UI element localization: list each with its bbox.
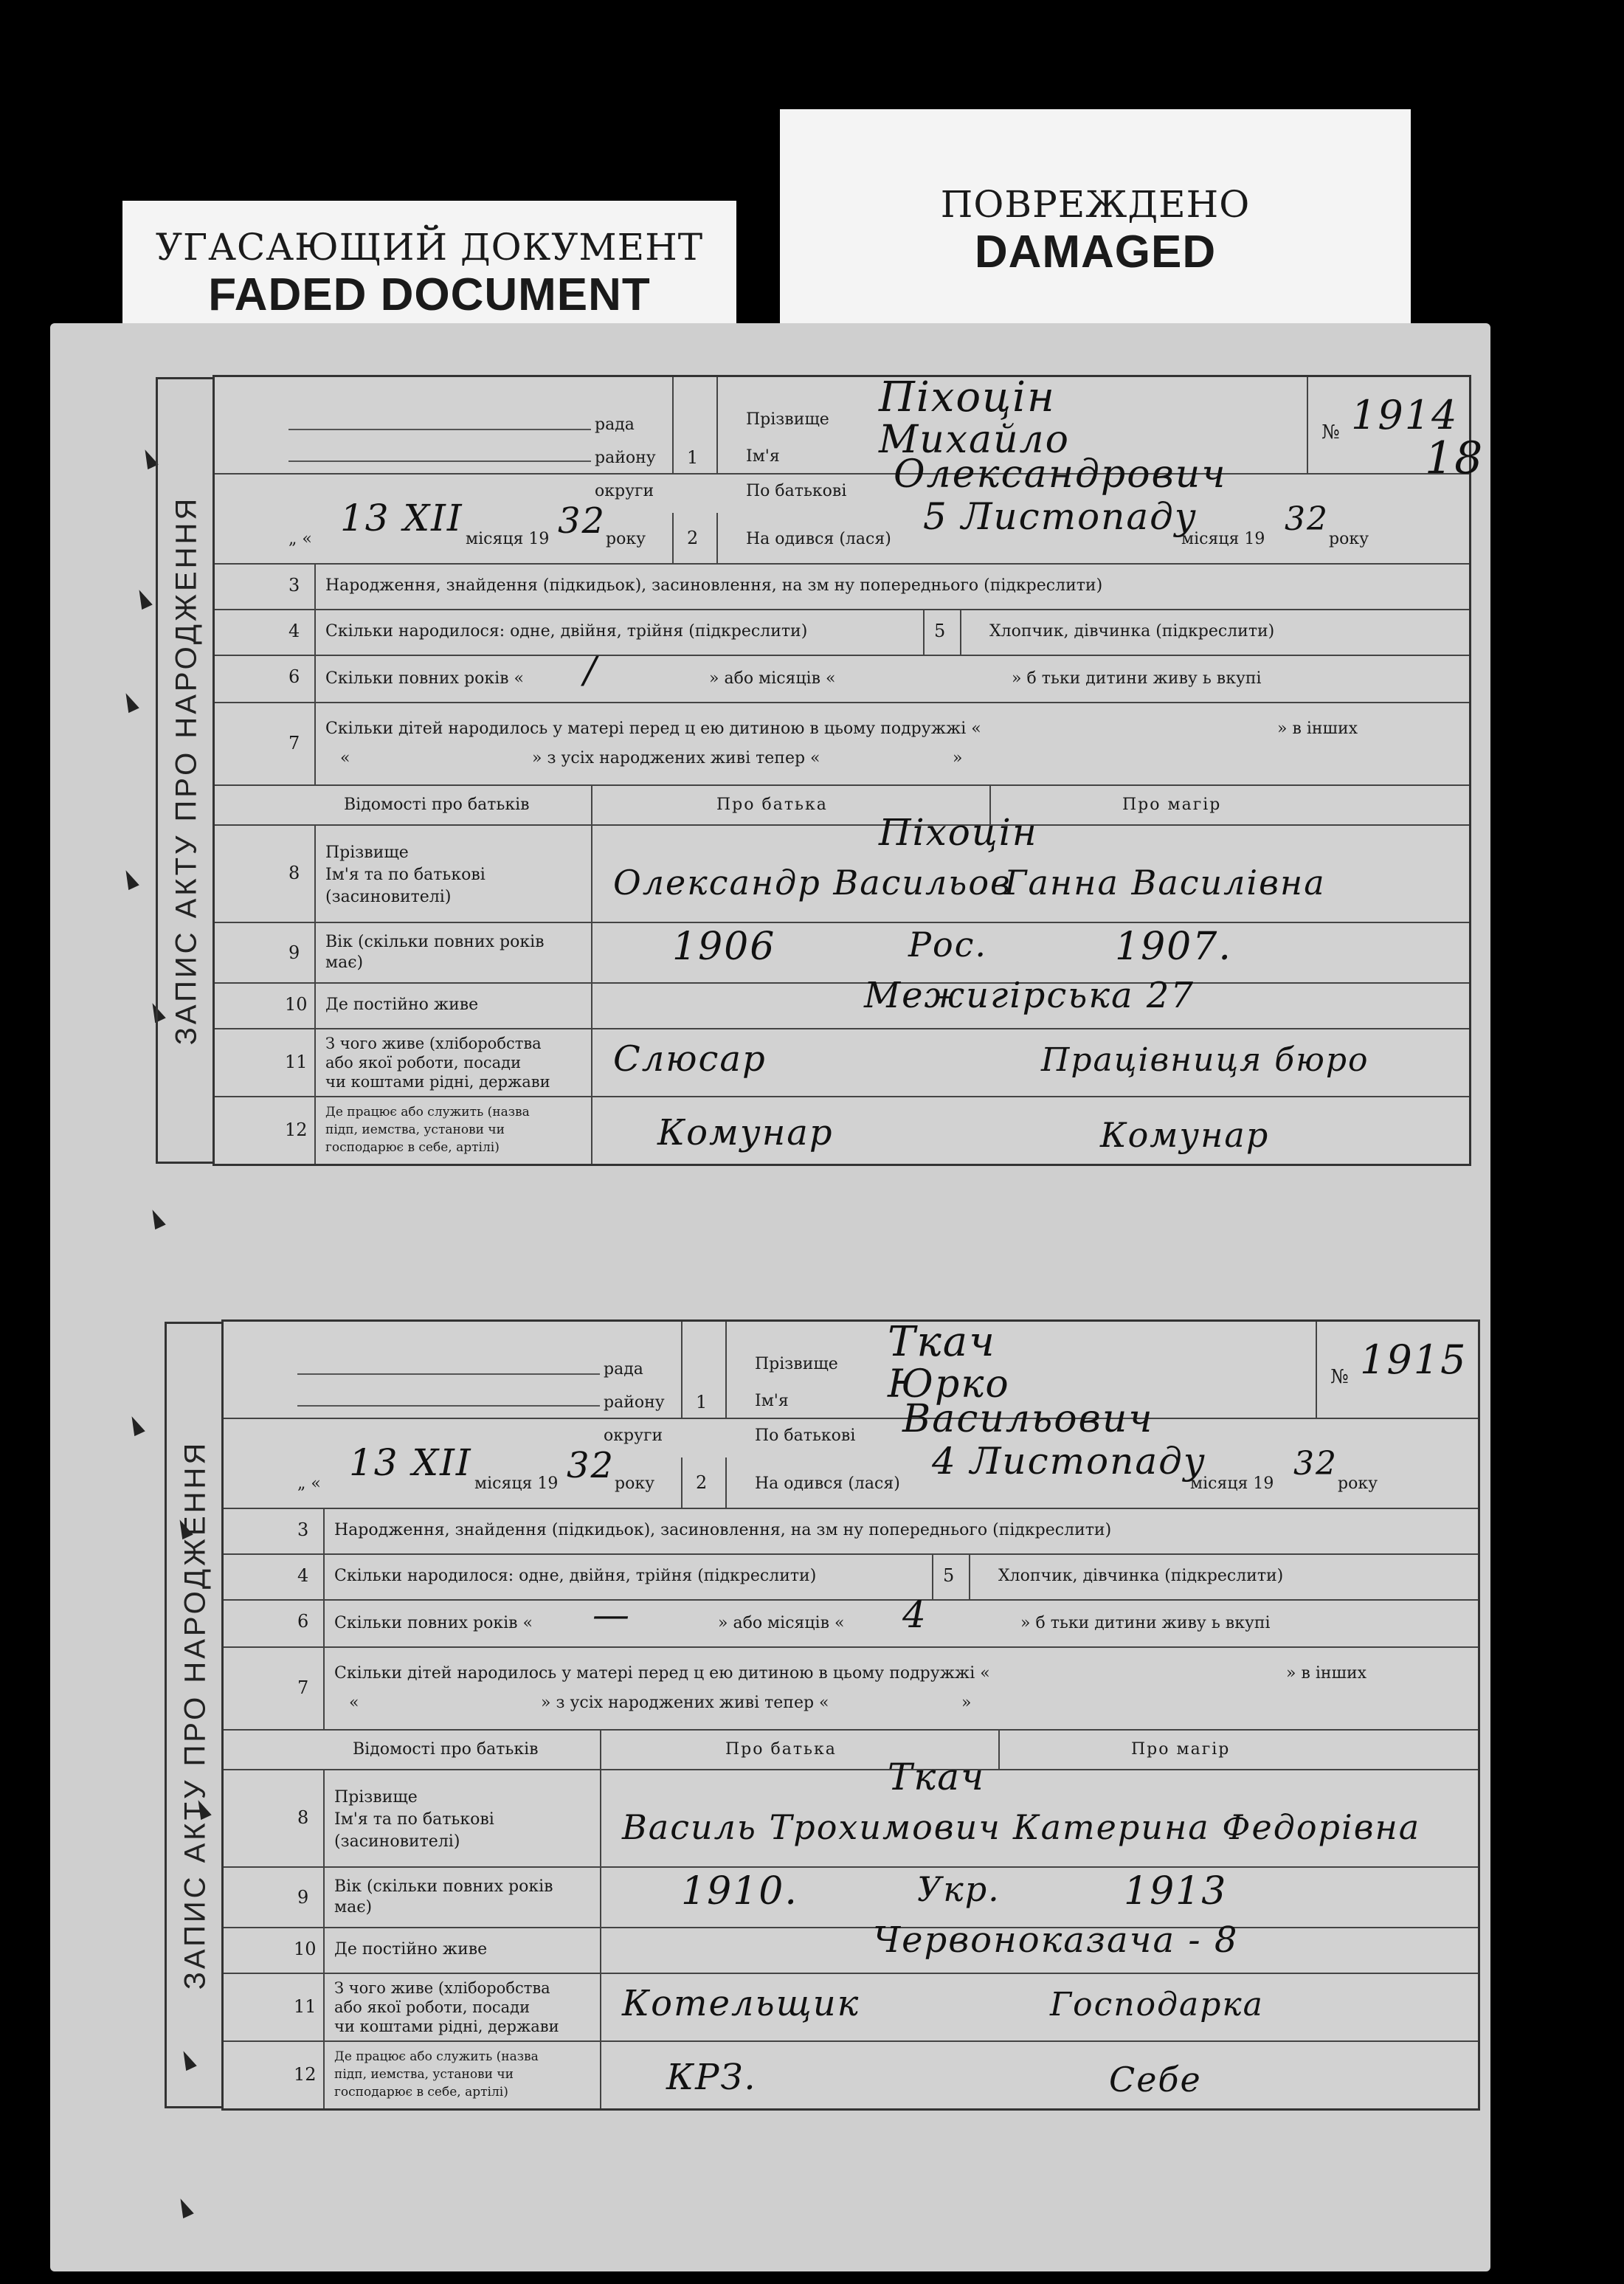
nationality-value: Укр. <box>917 1869 1001 1909</box>
rada-label: рада <box>595 415 635 434</box>
patronymic-value: Олександрович <box>894 452 1227 497</box>
father-birth-year: 1906 <box>672 925 776 969</box>
row-10: 10 Де постійно живе Межигірська 27 <box>215 984 1469 1029</box>
month-label: місяця 19 <box>474 1474 559 1493</box>
registration-year: 32 <box>558 500 607 542</box>
record-number: 1914 <box>1351 392 1459 438</box>
damaged-label-ru: ПОВРЕЖДЕНО <box>940 183 1251 226</box>
dates-row: округи По батькові Олександрович „ « 13 ХІІ місяця 19 32 року 2 На одився (лася) 5 Листопаду місяця 19 32 року <box>215 475 1469 565</box>
row7-label: Скільки дітей народилось у матері перед ц ею дитиною в цьому подружжі « <box>325 720 981 738</box>
row6-together-label: » б тьки дитини живу ь вкупі <box>1012 669 1262 688</box>
row7-quote-label: « <box>340 749 350 767</box>
damaged-label <box>780 109 1411 331</box>
row9-label: Вік (скільки повних років має) <box>325 933 545 972</box>
mother-birth-year: 1907. <box>1115 925 1232 969</box>
birth-record-form <box>179 1318 1480 2111</box>
row7-end-label: » <box>953 749 963 767</box>
binding-hole-icon <box>131 589 153 611</box>
mother-birth-year: 1913 <box>1124 1869 1228 1914</box>
row-7: 7 Скільки дітей народилось у матері перед ц ею дитиною в цьому подружжі « » в інших « » з усіх народжених живі тепер « » <box>215 703 1469 786</box>
row5-label: Хлопчик, дівчинка (підкреслити) <box>998 1567 1284 1585</box>
parents-surname: Ткач <box>888 1756 986 1798</box>
parents-header-row <box>215 786 1469 826</box>
margin-mark: 18 <box>1425 432 1485 484</box>
binding-hole-icon <box>124 1415 146 1438</box>
row12-label: Де працює або служить (назва підп, иемства, установи чи господарює в себе, артілі) <box>325 1105 530 1155</box>
row-12: 12 Де працює або служить (назва підп, иемства, установи чи господарює в себе, артілі) Комунар Комунар <box>215 1097 1469 1164</box>
registration-day: 13 ХІІ <box>340 497 463 539</box>
side-title <box>165 1322 224 2108</box>
row10-label: Де постійно живе <box>325 996 479 1014</box>
mother-header: Про магір <box>1131 1740 1231 1759</box>
row6-years-label: Скільки повних років « <box>325 669 524 688</box>
residence-value: Червоноказача - 8 <box>873 1919 1239 1961</box>
father-occupation: Котельщик <box>622 1983 860 2024</box>
raion-label: району <box>595 449 656 467</box>
header-row: рада району 1 Прізвище Ім'я Ткач Юрко № 1915 <box>224 1322 1478 1419</box>
row-8: 8 Прізвище Ім'я та по батькові (засиновителі) Ткач Василь Трохимович Катерина Федорівна <box>224 1770 1478 1868</box>
row-11: 11 З чого живе (хліборобства або якої роботи, посади чи коштами рідні, держави Слюсар Працівниця бюро <box>215 1029 1469 1097</box>
row7-others-label: » в інших <box>1277 720 1358 738</box>
row3-label: Народження, знайдення (підкидьок), засиновлення, на зм ну попереднього (підкреслити) <box>325 576 1103 595</box>
patronymic-label: По батькові <box>746 482 847 500</box>
faded-label-en: FADED DOCUMENT <box>208 269 651 320</box>
birth-year-label: року <box>1329 530 1369 548</box>
row6-months-value: 4 <box>902 1593 927 1636</box>
row-3: 3 Народження, знайдення (підкидьок), засиновлення, на зм ну попереднього (підкреслити) <box>215 565 1469 610</box>
row5-label: Хлопчик, дівчинка (підкреслити) <box>989 622 1275 641</box>
side-title-text: ЗАПИС АКТУ ПРО НАРОДЖЕННЯ <box>179 1440 211 1990</box>
patronymic-value: Васильович <box>902 1397 1154 1441</box>
row-4: 4 Скільки народилося: одне, двійня, трійня (підкреслити) 5 Хлопчик, дівчинка (підкреслити) <box>215 610 1469 656</box>
number-label: № <box>1321 421 1340 444</box>
parents-info-header: Відомості про батьків <box>344 796 530 814</box>
born-label: На одився (лася) <box>746 530 891 548</box>
father-occupation: Слюсар <box>613 1038 767 1080</box>
parents-info-header: Відомості про батьків <box>353 1740 539 1759</box>
mother-name: Катерина Федорівна <box>1013 1807 1421 1847</box>
row11-label: З чого живе (хліборобства або якої роботи, посади чи коштами рідні, держави <box>334 1979 559 2035</box>
row6-together-label: » б тьки дитини живу ь вкупі <box>1020 1614 1271 1632</box>
parents-header-row <box>224 1731 1478 1770</box>
binding-hole-icon <box>173 2198 195 2220</box>
side-title <box>156 377 215 1164</box>
birth-date: 5 Листопаду <box>923 495 1198 538</box>
mother-workplace: Комунар <box>1100 1115 1270 1155</box>
row8-label: Прізвище Ім'я та по батькові (засиновителі) <box>334 1788 494 1851</box>
birth-date: 4 Листопаду <box>932 1440 1206 1483</box>
row7-label: Скільки дітей народилось у матері перед ц ею дитиною в цьому подружжі « <box>334 1664 990 1683</box>
mother-header: Про магір <box>1122 796 1222 814</box>
row10-label: Де постійно живе <box>334 1940 488 1959</box>
binding-hole-icon <box>118 692 140 714</box>
damaged-label-en: DAMAGED <box>974 227 1217 277</box>
okrugi-label: округи <box>595 482 654 500</box>
row-9: 9 Вік (скільки повних років має) 1910. Укр. 1913 <box>224 1868 1478 1928</box>
parents-surname: Піхоцін <box>879 811 1038 854</box>
faded-document-label <box>122 201 736 334</box>
father-workplace: КРЗ. <box>666 2057 757 2098</box>
surname-value: Піхоцін <box>879 373 1056 421</box>
record-number: 1915 <box>1360 1336 1468 1383</box>
birth-month-label: місяця 19 <box>1181 530 1265 548</box>
birth-year-label: року <box>1338 1474 1378 1493</box>
row-6: 6 Скільки повних років « / » або місяців « » б тьки дитини живу ь вкупі <box>215 656 1469 703</box>
row-6: 6 Скільки повних років « — » або місяців « 4 » б тьки дитини живу ь вкупі <box>224 1601 1478 1648</box>
father-header: Про батька <box>716 796 828 814</box>
row6-years-label: Скільки повних років « <box>334 1614 533 1632</box>
residence-value: Межигірська 27 <box>864 975 1195 1016</box>
father-workplace: Комунар <box>657 1112 834 1153</box>
mother-occupation: Працівниця бюро <box>1041 1041 1369 1079</box>
row11-label: З чого живе (хліборобства або якої роботи, посади чи коштами рідні, держави <box>325 1035 550 1091</box>
header-row: рада району 1 Прізвище Ім'я Піхоцін Михайло № 1914 18 <box>215 377 1469 475</box>
binding-hole-icon <box>118 869 140 891</box>
rada-label: рада <box>604 1360 643 1379</box>
okrugi-label: округи <box>604 1426 663 1445</box>
row-8: 8 Прізвище Ім'я та по батькові (засиновителі) Піхоцін Олександр Васильов Ганна Василівна <box>215 826 1469 923</box>
faded-label-ru: УГАСАЮЩИЙ ДОКУМЕНТ <box>155 226 704 269</box>
row12-label: Де працює або служить (назва підп, иемства, установи чи господарює в себе, артілі) <box>334 2049 539 2100</box>
row3-label: Народження, знайдення (підкидьок), засиновлення, на зм ну попереднього (підкреслити) <box>334 1521 1112 1539</box>
patronymic-label: По батькові <box>755 1426 856 1445</box>
row6-years-value: — <box>592 1593 631 1636</box>
row-7: 7 Скільки дітей народилось у матері перед ц ею дитиною в цьому подружжі « » в інших « » з усіх народжених живі тепер « » <box>224 1648 1478 1731</box>
row7-alive-label: » з усіх народжених живі тепер « <box>541 1694 829 1712</box>
row-11: 11 З чого живе (хліборобства або якої роботи, посади чи коштами рідні, держави Котельщик Господарка <box>224 1974 1478 2042</box>
year-label: року <box>606 530 646 548</box>
registration-year: 32 <box>567 1445 615 1486</box>
row9-label: Вік (скільки повних років має) <box>334 1877 553 1916</box>
birth-year: 32 <box>1285 500 1329 538</box>
row8-label: Прізвище Ім'я та по батькові (засиновителі) <box>325 843 486 906</box>
row4-label: Скільки народилося: одне, двійня, трійня (підкреслити) <box>325 622 808 641</box>
birth-year: 32 <box>1293 1445 1338 1483</box>
mother-occupation: Господарка <box>1050 1986 1264 2023</box>
row-10: 10 Де постійно живе Червоноказача - 8 <box>224 1928 1478 1974</box>
row4-label: Скільки народилося: одне, двійня, трійня (підкреслити) <box>334 1567 817 1585</box>
row7-end-label: » <box>961 1694 972 1712</box>
name-value: Юрко <box>888 1362 1010 1407</box>
row6-months-label: » або місяців « <box>709 669 836 688</box>
row7-others-label: » в інших <box>1286 1664 1367 1683</box>
dates-row: округи По батькові Васильович „ « 13 ХІІ місяця 19 32 року 2 На одився (лася) 4 Листопаду місяця 19 32 року <box>224 1419 1478 1509</box>
birth-record-form <box>170 373 1485 1166</box>
father-name: Василь Трохимович <box>622 1807 1001 1847</box>
row6-years-value: / <box>584 649 598 691</box>
binding-hole-icon <box>145 1209 167 1231</box>
birth-month-label: місяця 19 <box>1190 1474 1274 1493</box>
raion-label: району <box>604 1393 665 1412</box>
month-label: місяця 19 <box>466 530 550 548</box>
surname-value: Ткач <box>888 1318 997 1366</box>
row-3: 3 Народження, знайдення (підкидьок), засиновлення, на зм ну попереднього (підкреслити) <box>224 1509 1478 1555</box>
side-title-text: ЗАПИС АКТУ ПРО НАРОДЖЕННЯ <box>170 495 202 1046</box>
name-value: Михайло <box>879 418 1070 462</box>
row7-alive-label: » з усіх народжених живі тепер « <box>532 749 820 767</box>
born-label: На одився (лася) <box>755 1474 900 1493</box>
nationality-value: Рос. <box>908 925 988 965</box>
row-12: 12 Де працює або служить (назва підп, иемства, установи чи господарює в себе, артілі) КРЗ. Себе <box>224 2042 1478 2108</box>
father-birth-year: 1910. <box>681 1869 798 1914</box>
mother-workplace: Себе <box>1109 2060 1202 2100</box>
number-label: № <box>1330 1366 1349 1388</box>
row-9: 9 Вік (скільки повних років має) 1906 Рос. 1907. <box>215 923 1469 984</box>
father-header: Про батька <box>725 1740 837 1759</box>
row-4: 4 Скільки народилося: одне, двійня, трійня (підкреслити) 5 Хлопчик, дівчинка (підкреслити) <box>224 1555 1478 1601</box>
name-label: Ім'я <box>746 447 780 466</box>
year-label: року <box>615 1474 655 1493</box>
surname-label: Прізвище <box>755 1355 838 1373</box>
name-label: Ім'я <box>755 1392 789 1410</box>
row6-months-label: » або місяців « <box>718 1614 845 1632</box>
mother-name: Ганна Василівна <box>1004 863 1326 903</box>
registration-day: 13 ХІІ <box>349 1441 472 1484</box>
surname-label: Прізвище <box>746 410 829 429</box>
row7-quote-label: « <box>349 1694 359 1712</box>
father-name: Олександр Васильов <box>613 863 1012 903</box>
